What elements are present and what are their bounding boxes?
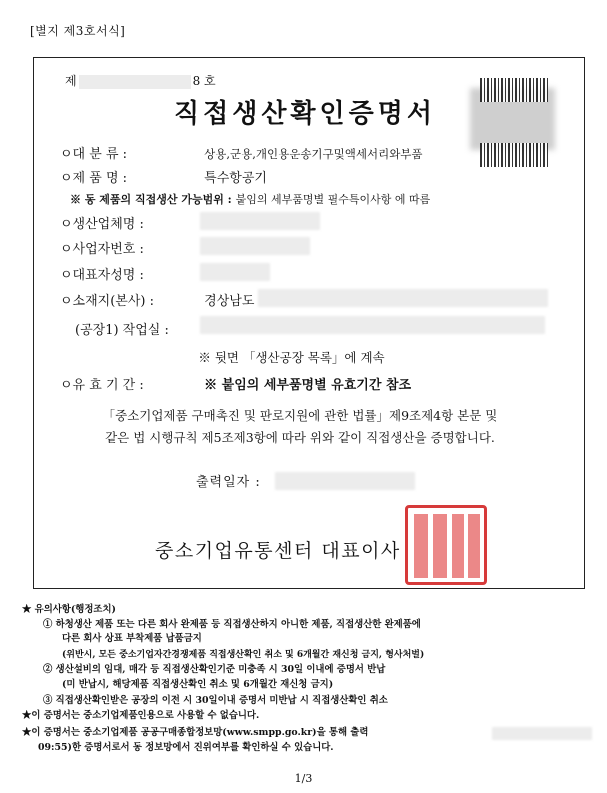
redacted-business-number — [200, 237, 310, 255]
redacted-address — [258, 289, 548, 307]
field-address-label: ㅇ소재지(본사) : — [60, 294, 155, 309]
notice-item: (위반시, 모든 중소기업자간경쟁제품 직접생산확인 취소 및 6개월간 재신청 금지, 형사처벌) — [62, 650, 425, 660]
field-factory — [75, 319, 169, 338]
field-business-number-label: ㅇ사업자번호 : — [60, 242, 144, 257]
factory-list-note: ※ 뒷면 「생산공장 목록」에 계속 — [198, 350, 385, 365]
field-product-value: 특수항공기 — [204, 171, 267, 186]
field-address-value: 경상남도 — [204, 294, 255, 309]
field-product — [60, 167, 267, 186]
notice-item: ① 하청생산 제품 또는 다른 회사 완제품 등 직접생산하지 아니한 제품, 직접생산한 완제품에 — [43, 619, 421, 630]
document-number — [65, 72, 216, 89]
field-address — [60, 290, 254, 309]
notice-item: 다른 회사 상표 부착제품 납품금지 — [62, 633, 202, 644]
law-statement-line: 같은 법 시행규칙 제5조제3항에 따라 위와 같이 직접생산을 증명합니다. — [105, 430, 495, 445]
law-statement — [40, 405, 560, 449]
field-validity — [60, 374, 411, 393]
field-company-name-label: ㅇ생산업체명 : — [60, 217, 144, 232]
field-category — [60, 143, 423, 162]
law-statement-line: 「중소기업제품 구매촉진 및 판로지원에 관한 법률」제9조제4항 본문 및 — [102, 408, 498, 423]
official-seal-icon — [405, 505, 487, 585]
redacted-company-name — [200, 212, 320, 230]
field-representative-label: ㅇ대표자성명 : — [60, 268, 144, 283]
notice-item: (미 반납시, 해당제품 직접생산확인 취소 및 6개월간 재신청 금지) — [62, 679, 334, 690]
page-number: 1/3 — [294, 772, 313, 785]
redacted-print-date — [275, 472, 415, 490]
scope-note-prefix: ※ 동 제품의 직접생산 가능범위 : — [70, 193, 232, 206]
scope-note — [70, 191, 430, 207]
notice-item: ③ 직접생산확인받은 공장의 이전 시 30일이내 증명서 미반납 시 직접생산확인 취소 — [43, 695, 388, 706]
qr-code-icon — [480, 78, 548, 102]
redacted-print-time — [492, 727, 592, 740]
field-validity-label: ㅇ유 효 기 간 : — [60, 378, 144, 393]
notice-item: 09:55)한 증명서로서 동 정보망에서 진위여부를 확인하실 수 있습니다. — [38, 742, 334, 753]
doc-number-prefix: 제 — [65, 74, 77, 88]
doc-number-suffix: 8 호 — [192, 74, 216, 88]
field-factory-label: (공장1) 작업실 : — [75, 323, 169, 338]
qr-code-icon — [480, 143, 548, 167]
field-category-label: ㅇ대 분 류 : — [60, 147, 128, 162]
notice-heading: ★ 유의사항(행정조치) — [22, 604, 116, 615]
field-validity-value: ※ 붙임의 세부품명별 유효기간 참조 — [204, 378, 412, 393]
notice-item: ② 생산설비의 임대, 매각 등 직접생산확인기준 미충족 시 30일 이내에 증명서 반납 — [43, 664, 386, 675]
field-category-value: 상용,군용,개인용운송기구및액세서리와부품 — [204, 147, 423, 161]
scope-note-text: 붙임의 세부품명별 필수특이사항 에 따름 — [235, 193, 431, 206]
field-company-name — [60, 213, 144, 232]
print-date-label: 출력일자 : — [196, 475, 261, 490]
document-title: 직접생산확인증명서 — [173, 99, 437, 129]
notice-item: ★이 증명서는 중소기업제품인용으로 사용할 수 없습니다. — [22, 710, 260, 721]
field-business-number — [60, 238, 144, 257]
field-representative — [60, 264, 144, 283]
doc-number-redacted — [79, 75, 191, 89]
redacted-representative — [200, 263, 270, 281]
field-product-label: ㅇ제 품 명 : — [60, 171, 128, 186]
notice-item: ★이 증명서는 중소기업제품 공공구매종합정보망(www.smpp.go.kr)을 통해 출력 — [22, 727, 369, 738]
form-number-tag: [별지 제3호서식] — [30, 24, 126, 38]
redacted-factory-address — [200, 316, 545, 334]
issuer-name: 중소기업유통센터 대표이사 — [155, 540, 401, 562]
